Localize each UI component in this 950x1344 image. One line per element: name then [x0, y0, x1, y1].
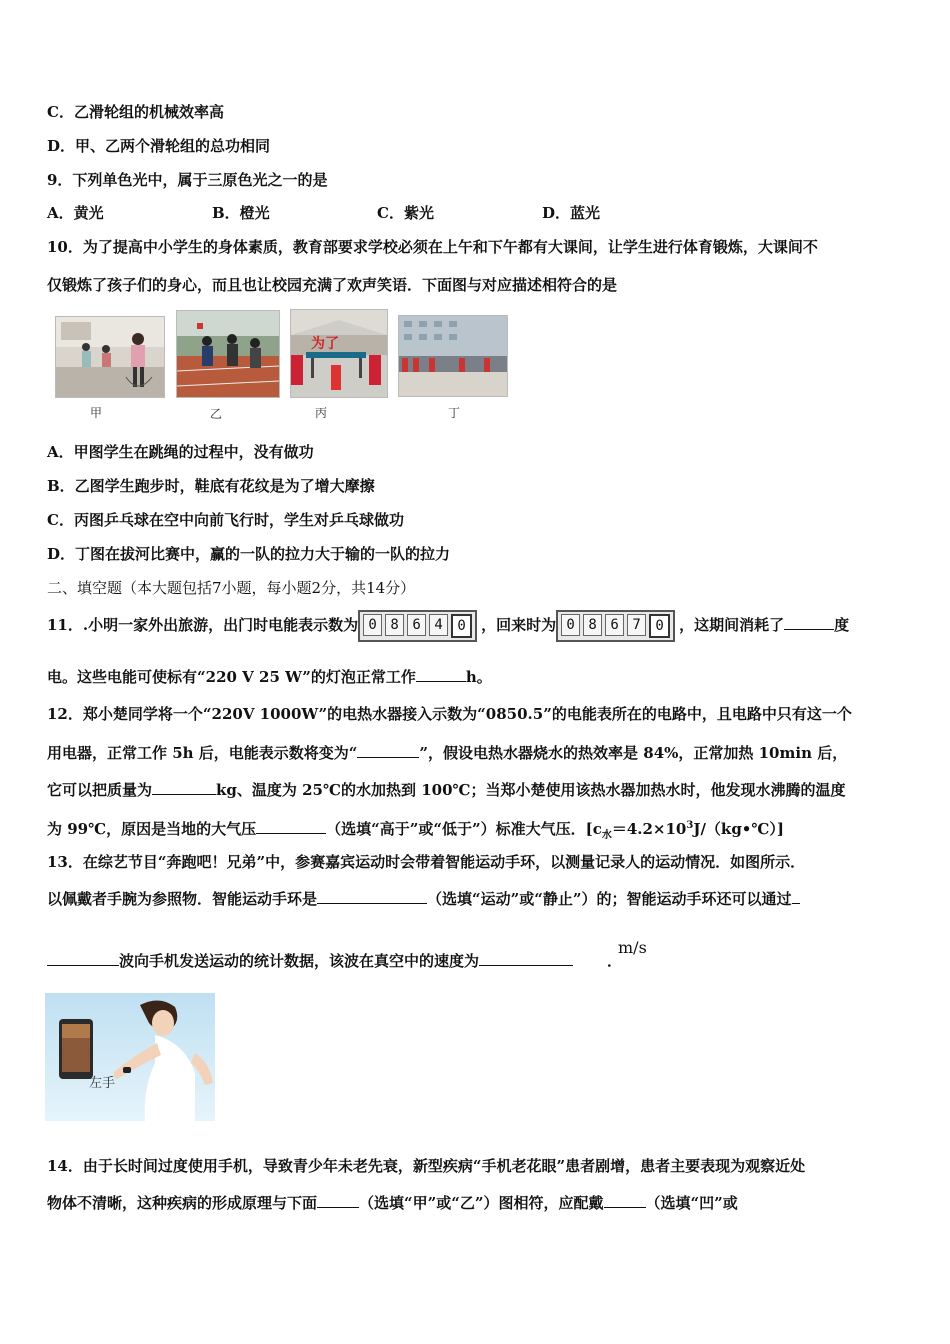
q12-line1: 12．郑小楚同学将一个“220V 1000W”的电热水器接入示数为“0850.5”的电能表所在的电路中，且电路中只有这一个: [47, 705, 852, 723]
caption-ding: 丁: [448, 406, 461, 420]
photo-bing-table-tennis: [290, 309, 388, 398]
q12-line4c: ＝4.2×10: [611, 820, 687, 838]
caption-jia: 甲: [90, 406, 103, 420]
photo-ding-tug-of-war: [398, 315, 508, 397]
q12-line2b: ”，假设电热水器烧水的热效率是 84%，正常加热 10min 后，: [419, 744, 848, 762]
q12-line4: [47, 816, 784, 846]
q10-option-b: B．乙图学生跑步时，鞋底有花纹是为了增大摩擦: [47, 477, 375, 495]
q11-line2a: 电。这些电能可使标有“220 V 25 W”的灯泡正常工作: [47, 668, 416, 686]
q14-blank-lens[interactable]: [604, 1192, 646, 1208]
q13-unit-ms: m/s: [618, 938, 647, 957]
q11-blank-energy[interactable]: [784, 614, 834, 630]
q12-line4b: （选填“高于”或“低于”）标准大气压．[c: [326, 820, 602, 838]
meter-end-digit: 7: [627, 614, 646, 636]
meter-start-digit: 0: [363, 614, 382, 636]
q13-line2a: 以佩戴者手腕为参照物．智能运动手环是: [47, 890, 318, 908]
caption-yi: 乙: [210, 407, 223, 421]
q10-stem-line1: 10．为了提高中小学生的身体素质，教育部要求学校必须在上午和下午都有大课间，让学生进行体育锻炼，大课间不: [47, 238, 818, 256]
meter-end-digit: 6: [605, 614, 624, 636]
q12-blank-reading[interactable]: [357, 742, 419, 758]
q12-line2: [47, 742, 847, 763]
q12-line3b: kg、温度为 25℃的水加热到 100℃；当郑小楚使用该热水器加热水时，他发现水沸腾的温度: [216, 781, 846, 799]
meter-start: [358, 610, 477, 642]
q13-line1: 13．在综艺节目“奔跑吧！兄弟”中，参赛嘉宾运动时会带着智能运动手环，以测量记录人的运动情况．如图所示．: [47, 853, 806, 871]
photo-yi-running: [176, 310, 280, 398]
q12-line4a: 为 99℃，原因是当地的大气压: [47, 820, 257, 838]
q13-blank-motion[interactable]: [317, 888, 427, 904]
q12-line3a: 它可以把质量为: [47, 781, 153, 799]
q11-part2: ，回来时为: [481, 616, 557, 634]
q11-part4: 度: [834, 616, 850, 634]
q9-option-b: B．橙光: [212, 204, 270, 222]
meter-end-digit: 0: [561, 614, 580, 636]
section2-title: 二、填空题（本大题包括7小题，每小题2分，共14分）: [47, 579, 416, 597]
q10-stem-line2: 仅锻炼了孩子们的身心，而且也让校园充满了欢声笑语．下面图与对应描述相符合的是: [47, 276, 618, 294]
q11-blank-hours[interactable]: [416, 666, 466, 682]
band-image-caption: 左手: [89, 1076, 116, 1091]
q12-line4d: J/（kg•℃）]: [693, 820, 784, 838]
q13-line3a: 波向手机发送运动的统计数据，该波在真空中的速度为: [119, 952, 480, 970]
q13-line3: [47, 950, 622, 971]
q9-option-c: C．紫光: [377, 204, 434, 222]
q8-option-d: D．甲、乙两个滑轮组的总功相同: [47, 137, 271, 155]
q12-blank-mass[interactable]: [152, 779, 216, 795]
photo-bing-sign-text: 为了: [311, 336, 339, 352]
q14-line2: [47, 1192, 738, 1213]
q12-sub-water: 水: [601, 830, 612, 841]
meter-start-digit: 6: [407, 614, 426, 636]
q12-blank-pressure[interactable]: [256, 818, 326, 834]
q13-blank-wave[interactable]: [47, 950, 119, 966]
meter-end-digit: 8: [583, 614, 602, 636]
q13-line2: [47, 888, 800, 909]
photo-smart-band: [45, 993, 215, 1121]
q14-line2a: 物体不清晰，这种疾病的形成原理与下面: [47, 1194, 318, 1212]
photo-jia-jump-rope: [55, 316, 165, 398]
meter-end-digit: 0: [649, 614, 670, 638]
q11-line2b: h。: [465, 668, 492, 686]
caption-bing: 丙: [315, 406, 328, 420]
q9-option-d: D．蓝光: [542, 204, 601, 222]
q9-option-a: A．黄光: [47, 204, 104, 222]
q11-part1: 11．.小明一家外出旅游，出门时电能表示数为: [47, 616, 359, 634]
q10-option-a: A．甲图学生在跳绳的过程中，没有做功: [47, 443, 314, 461]
q11-part3: ，这期间消耗了: [679, 616, 785, 634]
q14-line2c: （选填“凹”或: [645, 1194, 738, 1212]
q12-line2a: 用电器，正常工作 5h 后，电能表示数将变为“: [47, 744, 358, 762]
q12-sup-exp: 3: [686, 820, 694, 831]
q13-blank-wave-start[interactable]: [792, 888, 800, 904]
q11-line2: [47, 666, 492, 687]
q13-line2b: （选填“运动”或“静止”）的；智能运动手环还可以通过: [427, 890, 792, 908]
q12-line3: [47, 779, 845, 800]
meter-start-digit: 0: [451, 614, 472, 638]
meter-start-digit: 8: [385, 614, 404, 636]
q10-option-d: D．丁图在拔河比赛中，赢的一队的拉力大于输的一队的拉力: [47, 545, 451, 563]
q8-option-c: C．乙滑轮组的机械效率高: [47, 103, 224, 121]
q10-option-c: C．丙图乒乓球在空中向前飞行时，学生对乒乓球做功: [47, 511, 404, 529]
q11-line1: [47, 609, 849, 642]
q13-blank-speed[interactable]: [479, 950, 573, 966]
meter-end: [556, 610, 675, 642]
q14-blank-figure[interactable]: [317, 1192, 359, 1208]
q9-stem: 9．下列单色光中，属于三原色光之一的是: [47, 171, 328, 189]
q14-line2b: （选填“甲”或“乙”）图相符，应配戴: [359, 1194, 604, 1212]
meter-start-digit: 4: [429, 614, 448, 636]
q13-line3b: ．: [607, 952, 623, 970]
q14-line1: 14．由于长时间过度使用手机，导致青少年未老先衰，新型疾病“手机老花眼”患者剧增，患者主要表现为观察近处: [47, 1157, 806, 1175]
